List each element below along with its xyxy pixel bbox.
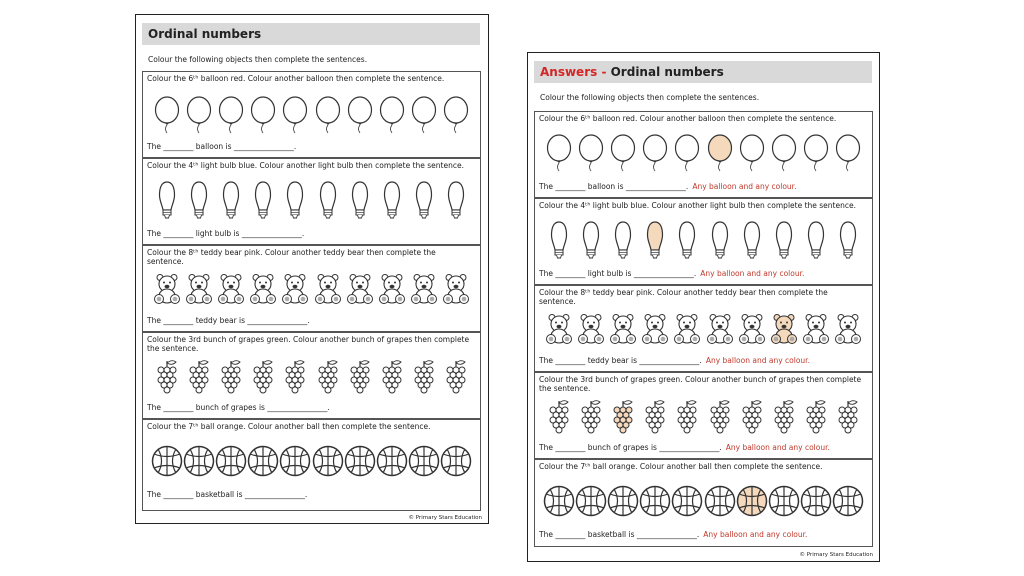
teddy-bear-icon: [249, 273, 277, 305]
title-separator: -: [597, 65, 611, 79]
grapes-icon: [578, 398, 604, 434]
section-sentence: The ________ balloon is ________________.: [147, 142, 297, 151]
worksheet-section-grapes: [142, 332, 481, 419]
balloon-icon: [315, 96, 341, 134]
worksheet-title: Ordinal numbers: [148, 27, 262, 41]
icon-row: [535, 134, 872, 172]
grapes-icon: [610, 398, 636, 434]
basketball-icon: [344, 445, 376, 477]
teddy-bear-icon: [609, 313, 637, 345]
light-bulb-icon: [383, 181, 401, 221]
balloon-icon: [707, 134, 733, 172]
answer-text: Any balloon and any colour.: [692, 182, 797, 191]
icon-row: [535, 219, 872, 263]
balloon-icon: [186, 96, 212, 134]
teddy-bear-icon: [346, 273, 374, 305]
teddy-bear-icon: [545, 313, 573, 345]
basketball-icon: [312, 445, 344, 477]
balloon-icon: [154, 96, 180, 134]
worksheet-section-basketballs: [142, 419, 481, 511]
balloon-icon: [379, 96, 405, 134]
light-bulb-icon: [775, 221, 793, 261]
light-bulb-icon: [415, 181, 433, 221]
icon-row: [143, 444, 480, 478]
grapes-icon: [674, 398, 700, 434]
worksheet-page: [135, 14, 489, 524]
basketball-icon: [832, 485, 864, 517]
light-bulb-icon: [646, 221, 664, 261]
light-bulb-icon: [711, 221, 729, 261]
section-instruction: Colour the 3rd bunch of grapes green. Colour another bunch of grapes then complete the sentence.: [539, 375, 862, 393]
balloon-icon: [642, 134, 668, 172]
icon-row: [143, 272, 480, 306]
sentence-text: The ________ light bulb is ________________.: [539, 269, 697, 278]
section-instruction: Colour the 7ᵗʰ ball orange. Colour another ball then complete the sentence.: [539, 462, 823, 471]
worksheet-section-teddy-bears: [142, 245, 481, 332]
balloon-icon: [739, 134, 765, 172]
light-bulb-icon: [158, 181, 176, 221]
icon-row: [535, 484, 872, 518]
grapes-icon: [315, 358, 341, 394]
teddy-bear-icon: [673, 313, 701, 345]
section-sentence: The ________ basketball is ________________.: [147, 490, 308, 499]
basketball-icon: [408, 445, 440, 477]
section-sentence: [539, 443, 830, 452]
sentence-text: The ________ teddy bear is ________________.: [539, 356, 702, 365]
teddy-bear-icon: [770, 313, 798, 345]
teddy-bear-icon: [378, 273, 406, 305]
light-bulb-icon: [351, 181, 369, 221]
answer-section-teddy-bears: [534, 285, 873, 372]
basketball-icon: [639, 485, 671, 517]
basketball-icon: [440, 445, 472, 477]
teddy-bear-icon: [641, 313, 669, 345]
balloon-icon: [610, 134, 636, 172]
grapes-icon: [546, 398, 572, 434]
balloon-icon: [411, 96, 437, 134]
grapes-icon: [218, 358, 244, 394]
section-instruction: Colour the 4ᵗʰ light bulb blue. Colour another light bulb then complete the sentence.: [539, 201, 856, 210]
icon-row: [535, 399, 872, 433]
light-bulb-icon: [190, 181, 208, 221]
section-sentence: [539, 269, 804, 278]
grapes-icon: [707, 398, 733, 434]
balloon-icon: [578, 134, 604, 172]
copyright-notice: © Primary Stars Education: [408, 515, 482, 521]
section-sentence: [539, 356, 810, 365]
balloon-icon: [835, 134, 861, 172]
answer-sheet-page: [527, 52, 880, 562]
sentence-text: The ________ bunch of grapes is ________________.: [539, 443, 722, 452]
teddy-bear-icon: [153, 273, 181, 305]
balloon-icon: [674, 134, 700, 172]
basketball-icon: [607, 485, 639, 517]
grapes-icon: [803, 398, 829, 434]
teddy-bear-icon: [442, 273, 470, 305]
basketball-icon: [800, 485, 832, 517]
answer-text: Any balloon and any colour.: [705, 356, 810, 365]
grapes-icon: [250, 358, 276, 394]
basketball-icon: [543, 485, 575, 517]
light-bulb-icon: [614, 221, 632, 261]
teddy-bear-icon: [802, 313, 830, 345]
teddy-bear-icon: [706, 313, 734, 345]
basketball-icon: [736, 485, 768, 517]
balloon-icon: [250, 96, 276, 134]
teddy-bear-icon: [281, 273, 309, 305]
section-sentence: [539, 182, 796, 191]
answer-text: Any balloon and any colour.: [700, 269, 805, 278]
section-instruction: Colour the 8ᵗʰ teddy bear pink. Colour another teddy bear then complete the sentence.: [539, 288, 828, 306]
grapes-icon: [771, 398, 797, 434]
answer-section-light-bulbs: [534, 198, 873, 285]
answer-intro: Colour the following objects then complete the sentences.: [540, 93, 760, 102]
sentence-text: The ________ basketball is ________________.: [539, 530, 700, 539]
light-bulb-icon: [254, 181, 272, 221]
answer-section-balloons: [534, 111, 873, 198]
balloon-icon: [282, 96, 308, 134]
balloon-icon: [546, 134, 572, 172]
grapes-icon: [282, 358, 308, 394]
icon-row: [143, 359, 480, 393]
basketball-icon: [768, 485, 800, 517]
balloon-icon: [443, 96, 469, 134]
section-instruction: Colour the 7ᵗʰ ball orange. Colour another ball then complete the sentence.: [147, 422, 431, 431]
section-sentence: The ________ light bulb is ________________.: [147, 229, 305, 238]
section-sentence: The ________ bunch of grapes is ________________.: [147, 403, 330, 412]
teddy-bear-icon: [834, 313, 862, 345]
grapes-icon: [642, 398, 668, 434]
basketball-icon: [671, 485, 703, 517]
light-bulb-icon: [839, 221, 857, 261]
basketball-icon: [183, 445, 215, 477]
balloon-icon: [771, 134, 797, 172]
answer-title: Ordinal numbers: [610, 65, 724, 79]
section-instruction: Colour the 6ᵗʰ balloon red. Colour another balloon then complete the sentence.: [147, 74, 445, 83]
balloon-icon: [803, 134, 829, 172]
light-bulb-icon: [550, 221, 568, 261]
teddy-bear-icon: [738, 313, 766, 345]
grapes-icon: [186, 358, 212, 394]
basketball-icon: [215, 445, 247, 477]
teddy-bear-icon: [217, 273, 245, 305]
answer-section-basketballs: [534, 459, 873, 547]
grapes-icon: [411, 358, 437, 394]
light-bulb-icon: [222, 181, 240, 221]
light-bulb-icon: [743, 221, 761, 261]
grapes-icon: [154, 358, 180, 394]
light-bulb-icon: [447, 181, 465, 221]
worksheet-intro: Colour the following objects then complete the sentences.: [148, 55, 368, 64]
light-bulb-icon: [678, 221, 696, 261]
section-instruction: Colour the 3rd bunch of grapes green. Colour another bunch of grapes then complete the sentence.: [147, 335, 470, 353]
light-bulb-icon: [807, 221, 825, 261]
section-instruction: Colour the 8ᵗʰ teddy bear pink. Colour another teddy bear then complete the sentence.: [147, 248, 436, 266]
basketball-icon: [704, 485, 736, 517]
basketball-icon: [575, 485, 607, 517]
icon-row: [143, 96, 480, 134]
worksheet-title-bar: [142, 23, 480, 45]
light-bulb-icon: [319, 181, 337, 221]
answer-text: Any balloon and any colour.: [725, 443, 830, 452]
answer-text: Any balloon and any colour.: [703, 530, 808, 539]
copyright-notice: © Primary Stars Education: [799, 552, 873, 558]
grapes-icon: [835, 398, 861, 434]
basketball-icon: [247, 445, 279, 477]
basketball-icon: [376, 445, 408, 477]
teddy-bear-icon: [314, 273, 342, 305]
balloon-icon: [218, 96, 244, 134]
grapes-icon: [347, 358, 373, 394]
teddy-bear-icon: [410, 273, 438, 305]
worksheet-section-light-bulbs: [142, 158, 481, 245]
answer-title-bar: [534, 61, 872, 83]
grapes-icon: [443, 358, 469, 394]
worksheet-section-balloons: [142, 71, 481, 158]
section-sentence: The ________ teddy bear is ________________.: [147, 316, 310, 325]
section-instruction: Colour the 4ᵗʰ light bulb blue. Colour another light bulb then complete the sentence.: [147, 161, 464, 170]
grapes-icon: [379, 358, 405, 394]
teddy-bear-icon: [185, 273, 213, 305]
icon-row: [535, 312, 872, 346]
section-sentence: [539, 530, 807, 539]
light-bulb-icon: [582, 221, 600, 261]
sentence-text: The ________ balloon is ________________.: [539, 182, 689, 191]
grapes-icon: [739, 398, 765, 434]
basketball-icon: [279, 445, 311, 477]
answers-label: Answers: [540, 65, 598, 79]
light-bulb-icon: [286, 181, 304, 221]
answer-section-grapes: [534, 372, 873, 459]
basketball-icon: [151, 445, 183, 477]
balloon-icon: [347, 96, 373, 134]
teddy-bear-icon: [577, 313, 605, 345]
icon-row: [143, 179, 480, 223]
section-instruction: Colour the 6ᵗʰ balloon red. Colour another balloon then complete the sentence.: [539, 114, 837, 123]
